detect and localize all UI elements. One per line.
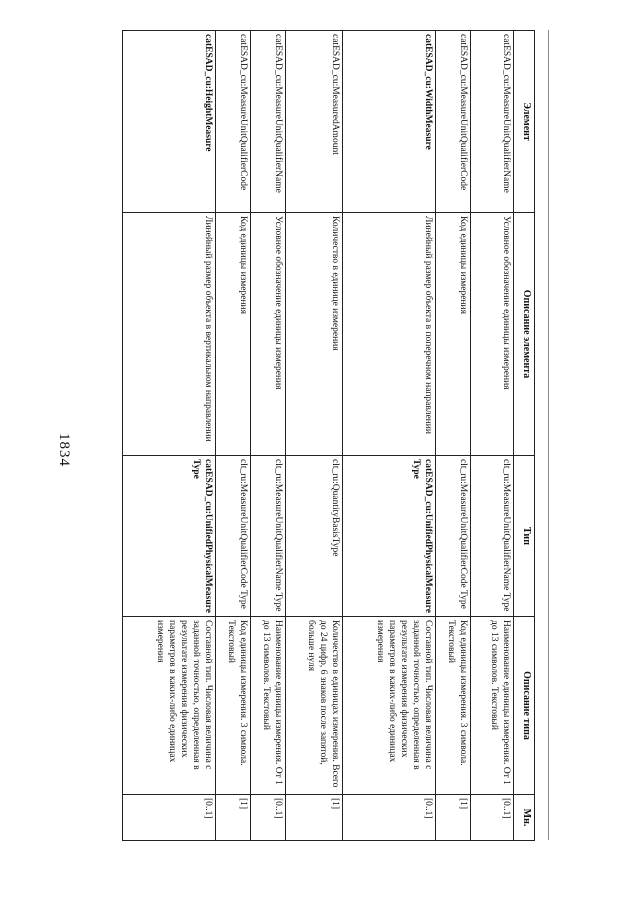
cell-element: catESAD_cu:MeasuredAmount: [286, 31, 343, 213]
cell-type-desc: Код единицы измерения. 3 символа. Текстовый: [216, 617, 251, 795]
header-element: Элемент: [514, 31, 535, 213]
cell-type: clt_ru:MeasureUnitQualifierCode Type: [216, 456, 251, 617]
header-type-desc: Описание типа: [514, 617, 535, 795]
header-multiplicity: Мн.: [514, 795, 535, 841]
cell-type: catESAD_cu:UnifiedPhysicalMeasureType: [343, 456, 436, 617]
table-right-edge: [548, 30, 549, 840]
cell-type-desc: Составной тип. Числовая величина с заданной точностью, определенная в результате измерения физических параметров в каких-либо единицах измерения: [123, 617, 216, 795]
cell-type: clt_ru:QuantityBasisType: [286, 456, 343, 617]
cell-element: catESAD_cu:HeightMeasure: [123, 31, 216, 213]
cell-element: catESAD_cu:MeasureUnitQualifierCode: [216, 31, 251, 213]
table-row: [471, 31, 514, 841]
cell-element-desc: Код единицы измерения: [436, 213, 471, 456]
page-number: 1834: [56, 433, 72, 467]
cell-element-desc: Линейный размер объекта в вертикальном направлении: [123, 213, 216, 456]
cell-multiplicity: [0..1]: [251, 795, 286, 841]
cell-element-desc: Количество в единице измерения: [286, 213, 343, 456]
cell-element-desc: Код единицы измерения: [216, 213, 251, 456]
table-row: [251, 31, 286, 841]
cell-multiplicity: [1]: [216, 795, 251, 841]
cell-element-desc: Условное обозначение единицы измерения: [251, 213, 286, 456]
table-row: [286, 31, 343, 841]
header-element-desc: Описание элемента: [514, 213, 535, 456]
cell-multiplicity: [1]: [436, 795, 471, 841]
cell-type: catESAD_cu:UnifiedPhysicalMeasureType: [123, 456, 216, 617]
cell-type: clt_ru:MeasureUnitQualifierCode Type: [436, 456, 471, 617]
cell-type: clt_ru:MeasureUnitQualifierName Type: [471, 456, 514, 617]
cell-type: clt_ru:MeasureUnitQualifierName Type: [251, 456, 286, 617]
table-header-row: [514, 31, 535, 841]
cell-type-desc: Составной тип. Числовая величина с заданной точностью, определенная в результате измерения физических параметров в каких-либо единицах измерения: [343, 617, 436, 795]
spec-table: [122, 30, 535, 841]
cell-element: catESAD_cu:MeasureUnitQualifierCode: [436, 31, 471, 213]
table-row: [216, 31, 251, 841]
header-type: Тип: [514, 456, 535, 617]
rotated-table-frame: [105, 30, 535, 840]
cell-element: catESAD_cu:MeasureUnitQualifierName: [251, 31, 286, 213]
cell-multiplicity: [0..1]: [123, 795, 216, 841]
table-row: [123, 31, 216, 841]
cell-multiplicity: [0..1]: [471, 795, 514, 841]
rotated-table-container: [105, 30, 535, 840]
cell-element-desc: Линейный размер объекта в поперечном направлении: [343, 213, 436, 456]
cell-type-desc: Наименование единицы измерения. От 1 до 13 символов. Текстовый: [251, 617, 286, 795]
cell-multiplicity: [1]: [286, 795, 343, 841]
cell-type-desc: Наименование единицы измерения. От 1 до 13 символов. Текстовый: [471, 617, 514, 795]
table-row: [436, 31, 471, 841]
cell-type-desc: Количество в единицах измерения. Всего до 24 цифр, 6 знаков после запятой, больше нуля: [286, 617, 343, 795]
cell-type-desc: Код единицы измерения. 3 символа. Текстовый: [436, 617, 471, 795]
cell-element: catESAD_cu:WidthMeasure: [343, 31, 436, 213]
cell-element: catESAD_cu:MeasureUnitQualifierName: [471, 31, 514, 213]
cell-element-desc: Условное обозначение единицы измерения: [471, 213, 514, 456]
cell-multiplicity: [0..1]: [343, 795, 436, 841]
table-row: [343, 31, 436, 841]
